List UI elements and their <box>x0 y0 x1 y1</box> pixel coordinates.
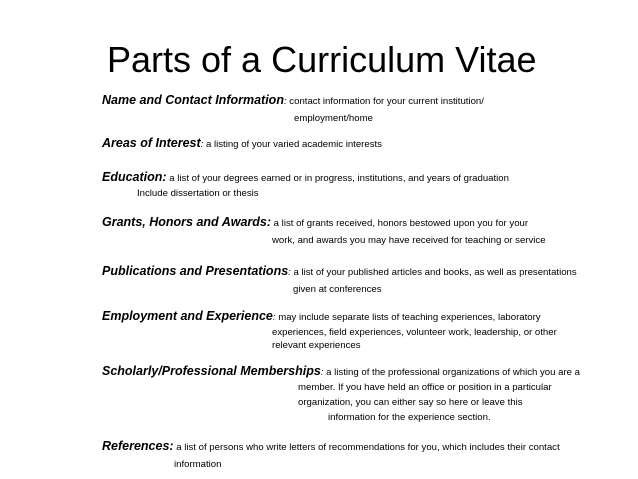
section-description: may include separate lists of teaching experiences, laboratory <box>275 312 541 323</box>
section-grants-honors-awards <box>102 216 632 247</box>
section-heading: Publications and Presentations <box>102 264 289 278</box>
section-continuation: given at conferences <box>293 284 382 295</box>
section-heading: References: <box>102 439 174 453</box>
section-continuation: work, and awards you may have received for teaching or service <box>272 235 546 246</box>
section-description: a list of your degrees earned or in progress, institutions, and years of graduation <box>166 173 509 184</box>
section-heading: Employment and Experience <box>102 309 273 323</box>
section-references <box>102 440 632 471</box>
section-continuation: relevant experiences <box>272 340 361 351</box>
section-separator: : <box>283 96 287 107</box>
section-name-contact <box>102 94 632 125</box>
section-description: contact information for your current institution/ <box>286 96 484 107</box>
section-continuation: organization, you can either say so here or leave this <box>298 397 523 408</box>
section-heading: Areas of Interest <box>102 136 201 150</box>
section-heading: Grants, Honors and Awards: <box>102 215 272 229</box>
section-separator: : <box>288 267 291 278</box>
section-publications <box>102 265 632 296</box>
section-continuation: Include dissertation or thesis <box>137 188 259 199</box>
section-heading: Education: <box>102 170 167 184</box>
section-education <box>102 171 632 200</box>
section-continuation: employment/home <box>294 113 373 124</box>
section-areas-of-interest <box>102 137 632 151</box>
section-description: a list of persons who write letters of recommendations for you, which includes their contact <box>173 442 560 453</box>
section-description: a listing of the professional organizations of which you are a <box>323 367 581 378</box>
section-separator: : <box>200 139 204 150</box>
section-heading: Name and Contact Information <box>102 93 284 107</box>
section-continuation: information for the experience section. <box>328 412 491 423</box>
section-memberships <box>102 365 632 424</box>
section-continuation: member. If you have held an office or position in a particular <box>298 382 552 393</box>
section-employment-experience <box>102 310 632 352</box>
section-description: a listing of your varied academic interests <box>203 139 382 150</box>
section-description: a list of grants received, honors bestowed upon you for your <box>271 218 529 229</box>
section-separator: : <box>272 312 276 323</box>
section-continuation: information <box>174 459 222 470</box>
section-heading: Scholarly/Professional Memberships <box>102 364 321 378</box>
section-continuation: experiences, field experiences, volunteer work, leadership, or other <box>272 327 557 338</box>
slide-title: Parts of a Curriculum Vitae <box>107 39 537 80</box>
section-separator: : <box>320 367 324 378</box>
section-description: a list of your published articles and books, as well as presentations <box>290 267 577 278</box>
